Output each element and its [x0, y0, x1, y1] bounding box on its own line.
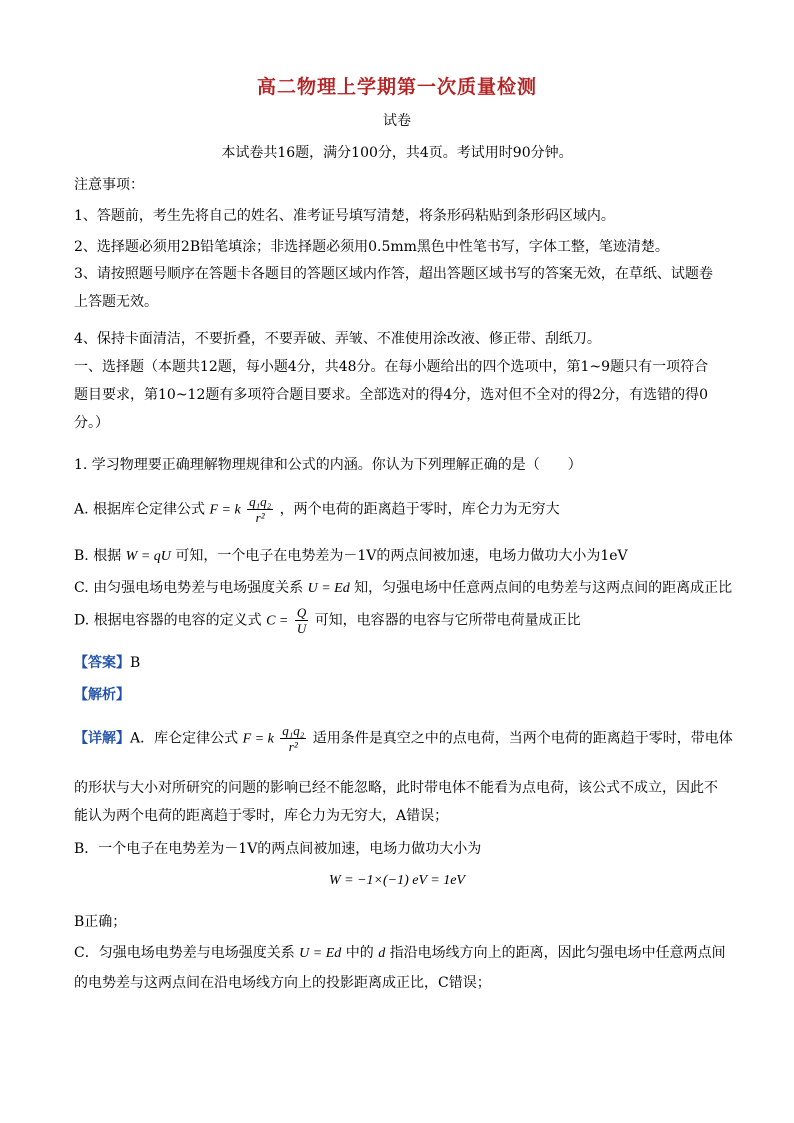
- detail-a-formula: F = k: [242, 731, 274, 747]
- note-item: 1、答题前，考生先将自己的姓名、准考证号填写清楚，将条形码粘贴到条形码区域内。: [74, 208, 615, 224]
- equation-text: W = −1×(−1) eV = 1eV: [328, 873, 465, 888]
- detail-a-line1: [74, 723, 733, 754]
- note-item: 2、选择题必须用2B铅笔填涂；非选择题必须用0.5mm黑色中性笔书写，字体工整，笔迹清楚。: [74, 239, 669, 255]
- detail-a-line2: 的形状与大小对所研究的问题的影响已经不能忽略，此时带电体不能看为点电荷，该公式不成立，因此不: [74, 780, 718, 796]
- detail-a-text: A．库仑定律公式: [130, 730, 239, 747]
- question-stem: 1. 学习物理要正确理解物理规律和公式的内涵。你认为下列理解正确的是（ ）: [74, 457, 582, 473]
- fraction-numerator: q₁q₂: [282, 723, 305, 738]
- option-a-tail: ，两个电荷的距离趋于零时，库仑力为无穷大: [279, 501, 560, 518]
- option-b-formula: W = qU: [125, 549, 171, 564]
- detail-a-tail: 适用条件是真空之中的点电荷，当两个电荷的距离趋于零时，带电体: [312, 730, 733, 747]
- detail-c-line2: 的电势差与这两点间在沿电场线方向上的投影距离成正比，C错误；: [74, 975, 491, 991]
- fraction-numerator: q₁q₂: [249, 494, 272, 509]
- option-d: [74, 605, 722, 636]
- page-title: 高二物理上学期第一次质量检测: [256, 76, 537, 98]
- option-b-tail: 可知，一个电子在电势差为－1V的两点间被加速，电场力做功大小为1eV: [175, 548, 628, 564]
- option-a: [74, 494, 722, 525]
- option-d-tail: 可知，电容器的电容与它所带电荷量成正比: [314, 612, 581, 629]
- option-c-tail: 知，匀强电场中任意两点间的电势差与这两点间的距离成正比: [354, 580, 733, 596]
- answer-line: [74, 652, 722, 672]
- detail-c-formula: U = Ed: [299, 946, 342, 961]
- detail-c-tail: 指沿电场线方向上的距离，因此匀强电场中任意两点间: [389, 945, 726, 961]
- detail-c-text: C．匀强电场电势差与电场强度关系: [74, 945, 295, 961]
- exam-info: 本试卷共16题，满分100分，共4页。考试用时90分钟。: [221, 145, 573, 161]
- detail-tag: 【详解】: [74, 730, 130, 747]
- option-c-text: C. 由匀强电场电势差与电场强度关系: [74, 580, 304, 596]
- note-item: 4、保持卡面清洁，不要折叠，不要弄破、弄皱、不准使用涂改液、修正带、刮纸刀。: [74, 331, 601, 347]
- detail-c-line1: [74, 942, 726, 962]
- detail-a-line3: 能认为两个电荷的距离趋于零时，库仑力为无穷大，A错误；: [74, 808, 449, 824]
- option-c-formula: U = Ed: [307, 581, 350, 596]
- detail-a-fraction: [280, 723, 306, 754]
- option-a-text: A. 根据库仑定律公式: [74, 501, 206, 518]
- option-b-text: B. 根据: [74, 548, 122, 564]
- option-d-fraction: [295, 605, 308, 636]
- analysis-line: [74, 684, 722, 704]
- analysis-tag: 【解析】: [74, 687, 130, 703]
- answer-value: B: [130, 655, 141, 671]
- option-c: [74, 577, 733, 597]
- notes-heading: 注意事项：: [74, 177, 144, 193]
- answer-tag: 【答案】: [74, 655, 130, 671]
- detail-c-mid: 中的: [345, 945, 374, 961]
- note-item: 3、请按照题号顺序在答题卡各题目的答题区域内作答，超出答题区域书写的答案无效，在草纸、试题卷上答题无效。: [74, 266, 713, 310]
- detail-c-variable: d: [378, 946, 386, 961]
- fraction-denominator: U: [296, 621, 307, 636]
- option-a-fraction: [247, 494, 273, 525]
- detail-b-line2: B正确；: [74, 914, 127, 930]
- option-a-formula: F = k: [209, 502, 241, 518]
- fraction-denominator: r²: [255, 510, 265, 525]
- option-d-formula: C =: [266, 613, 289, 629]
- section-intro: 一、选择题（本题共12题，每小题4分，共48分。在每小题给出的四个选项中，第1~9题只有一项符合题目要求，第10~12题有多项符合题目要求。全部选对的得4分，选对但不全对的得2分，有选错的得0分。）: [74, 359, 709, 431]
- page-subtitle: 试卷: [383, 113, 411, 129]
- detail-b-line1: B．一个电子在电势差为－1V的两点间被加速，电场力做功大小为: [74, 841, 482, 857]
- fraction-numerator: Q: [296, 605, 307, 620]
- fraction-denominator: r²: [288, 739, 298, 754]
- option-b: [74, 545, 722, 565]
- option-d-text: D. 根据电容器的电容的定义式: [74, 612, 262, 629]
- detail-b-equation: [0, 873, 794, 889]
